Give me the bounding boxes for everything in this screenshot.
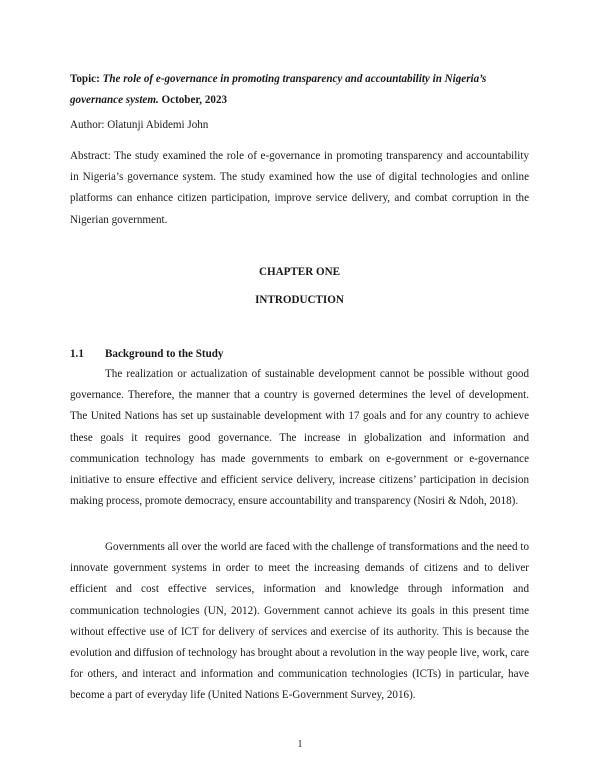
chapter-title: CHAPTER ONE bbox=[258, 266, 341, 278]
body-paragraph: Governments all over the world are faced with the challenge of transformations and the need to innovate government systems in order to meet the increasing demands of citizens and to deliver efficient and cost effective services, information and knowledge through information and communication technologies (UN, 2012). Government cannot achieve its goals in this present time without effective use of ICT for delivery of services and exercise of its authority. This is because the evolution and diffusion of technology has brought about a revolution in the way people live, work, care for others, and interact and information and communication technologies (ICTs) in particular, have become a part of everyday life (United Nations E-Government Survey, 2016). bbox=[70, 541, 529, 702]
topic-title: The role of e-governance in promoting transparency and accountability in Nigeria’s governance system. bbox=[70, 73, 487, 107]
chapter-subtitle: INTRODUCTION bbox=[255, 294, 344, 306]
author-line: Author: Olatunji Abidemi John bbox=[70, 119, 209, 131]
section-heading bbox=[70, 346, 529, 362]
topic-date: October, 2023 bbox=[161, 94, 228, 107]
topic-line bbox=[70, 69, 529, 111]
section-title: Background to the Study bbox=[105, 348, 224, 360]
topic-label: Topic: bbox=[70, 73, 100, 85]
body-paragraph: The realization or actualization of sustainable development cannot be possible without good governance. Therefore, the manner that a country is governed determines the level of development. The United Nations has set up sustainable development with 17 goals and for any country to achieve these goals it requires good governance. The increase in globalization and information and communication technology has made governments to embark on e-government or e-governance initiative to ensure effective and efficient service delivery, increase citizens’ participation in decision making process, promote democracy, ensure accountability and transparency (Nosiri & Ndoh, 2018). bbox=[70, 368, 529, 508]
section-number: 1.1 bbox=[70, 348, 84, 360]
abstract-paragraph: Abstract: The study examined the role of e-governance in promoting transparency and accountability in Nigeria’s governance system. The study examined how the use of digital technologies and online platforms can enhance citizen participation, improve service delivery, and combat corruption in the Nigerian government. bbox=[70, 150, 529, 226]
page-number: 1 bbox=[297, 739, 303, 750]
